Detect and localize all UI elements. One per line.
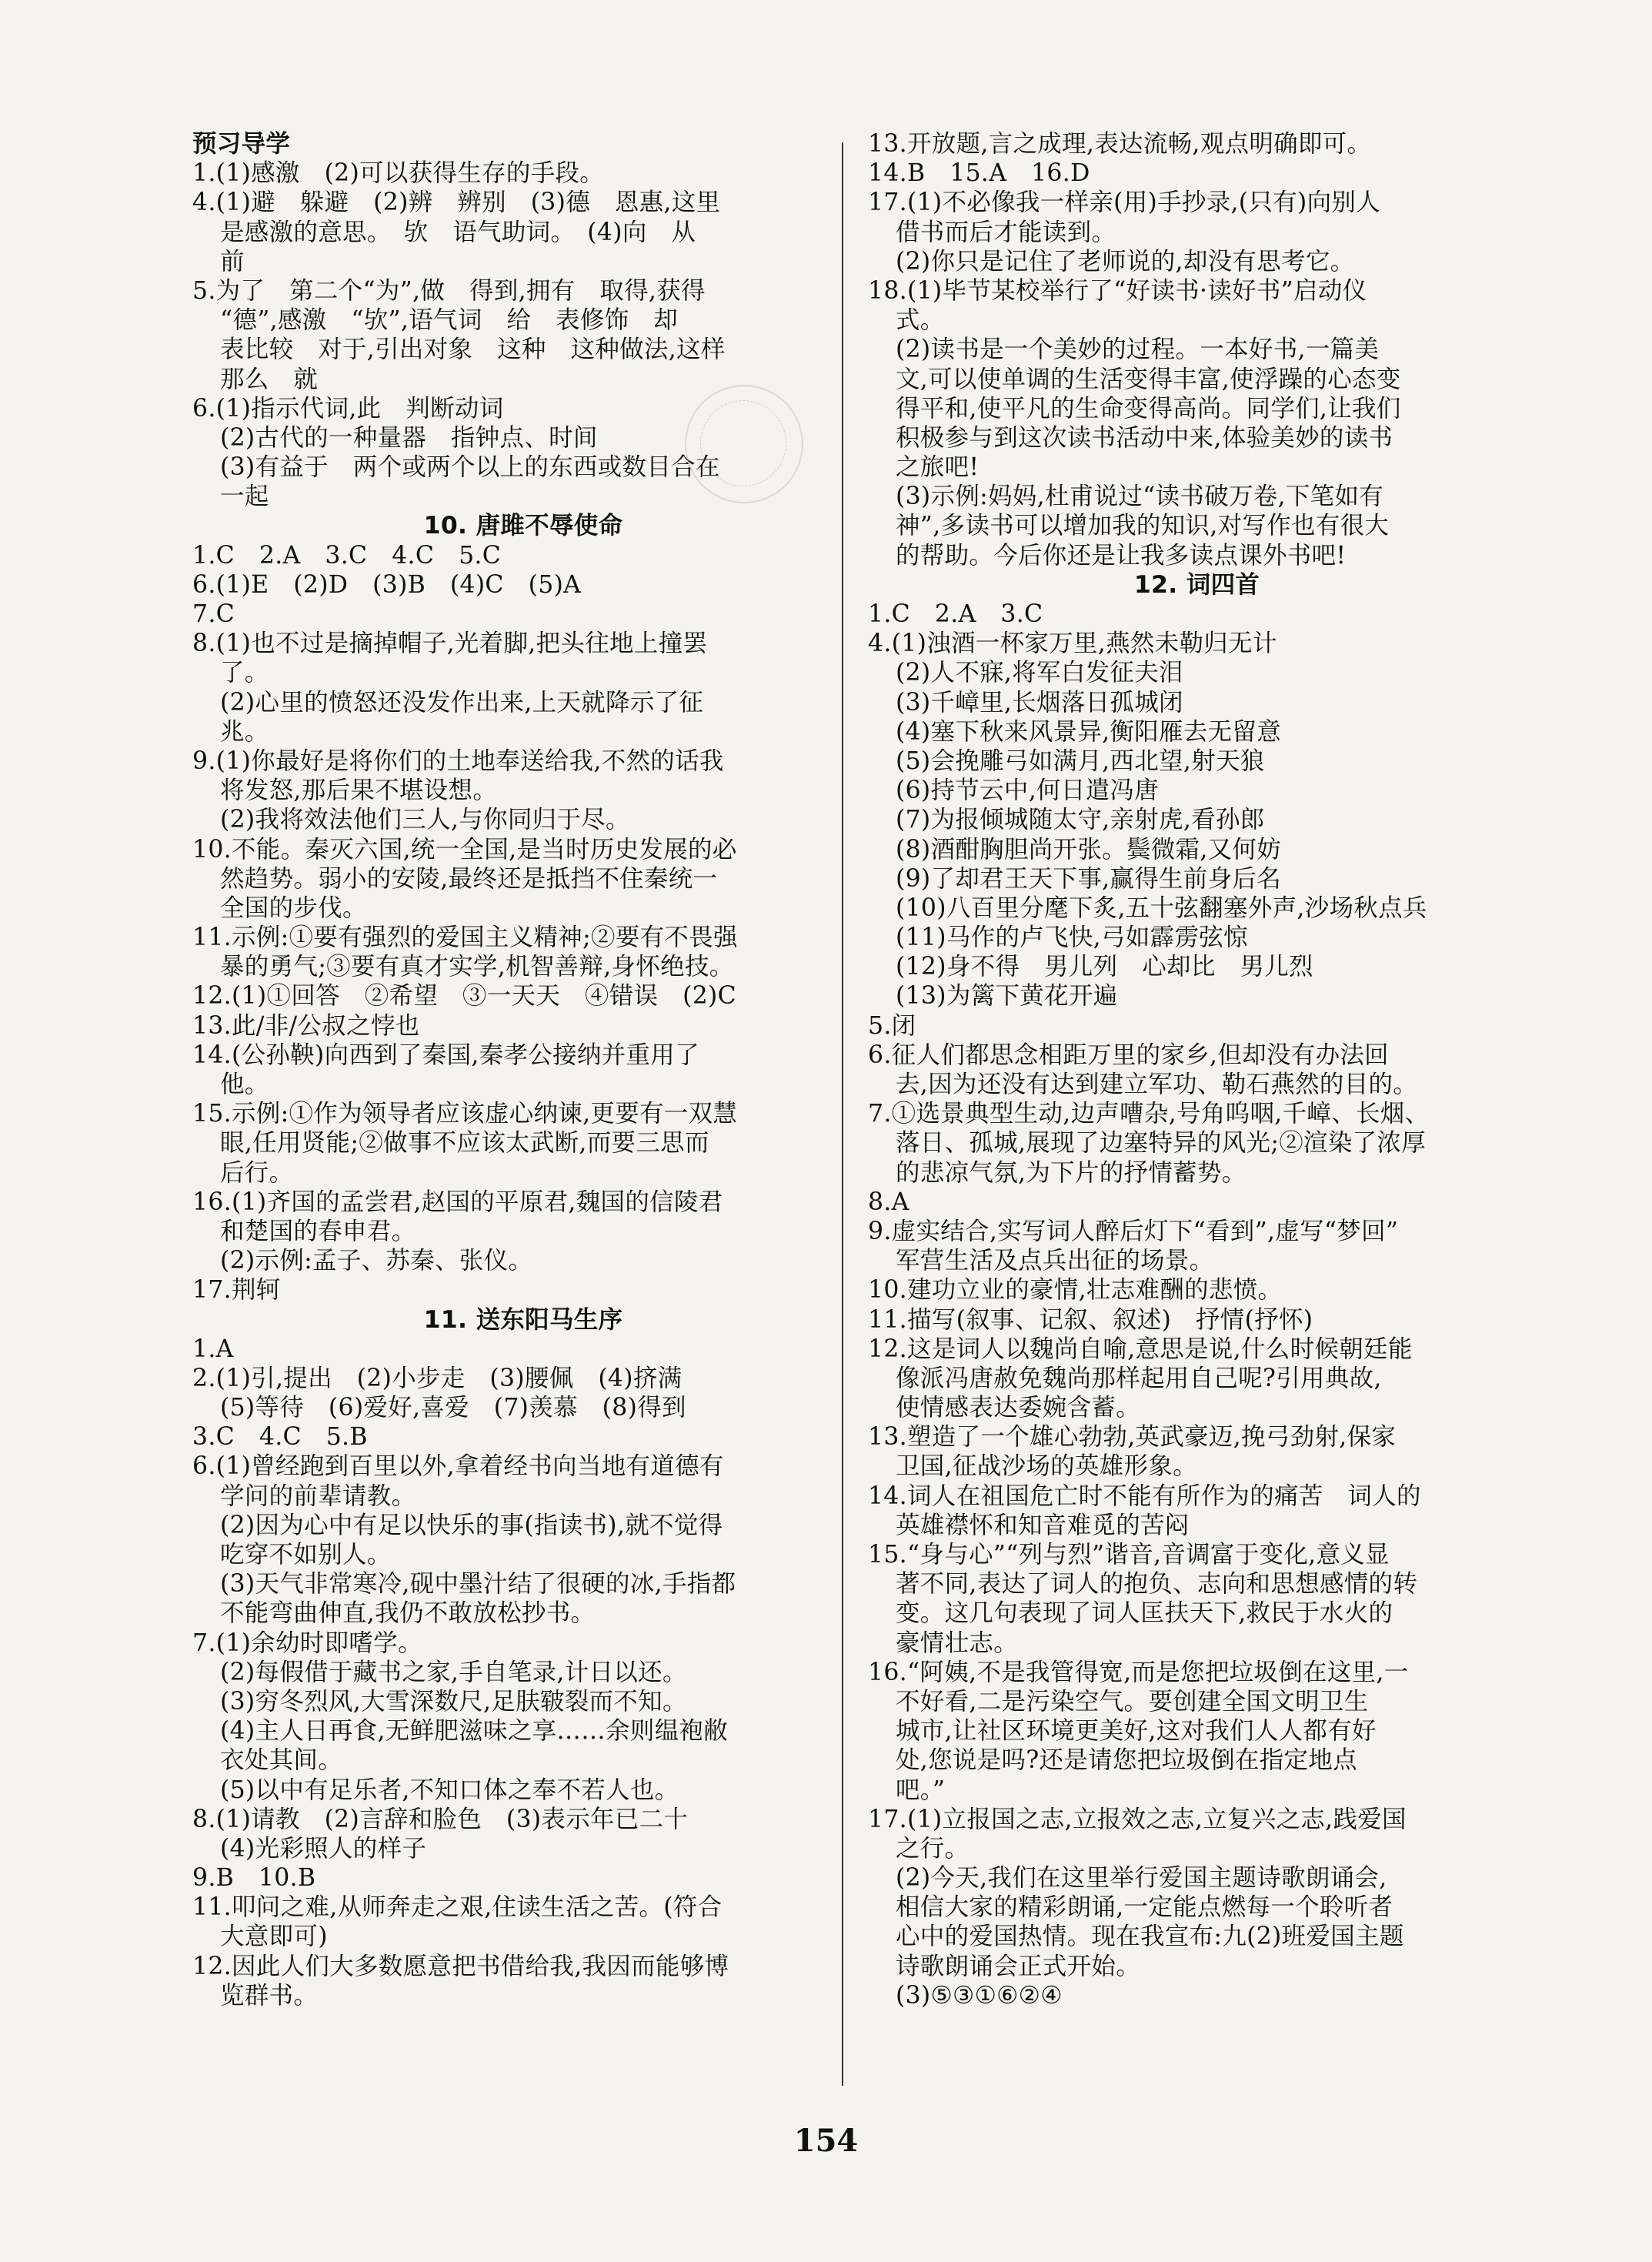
answer-line: 9.(1)你最好是将你们的土地奉送给我,不然的话我 bbox=[192, 747, 724, 775]
answer-line: 3.C 4.C 5.B bbox=[192, 1423, 368, 1452]
answer-line: 表比较 对于,引出对象 这种 这种做法,这样 bbox=[220, 336, 726, 364]
answer-line: 暴的勇气;③要有真才实学,机智善辩,身怀绝技。 bbox=[220, 953, 734, 981]
answer-line: 13.塑造了一个雄心勃勃,英武豪迈,挽弓劲射,保家 bbox=[868, 1423, 1397, 1452]
answer-line: 衣处其间。 bbox=[220, 1746, 343, 1775]
answer-line: (6)持节云中,何日遣冯唐 bbox=[896, 777, 1160, 805]
answer-line: 然趋势。弱小的安陵,最终还是抵挡不住秦统一 bbox=[220, 864, 718, 893]
answer-line: 得平和,使平凡的生命变得高尚。同学们,让我们 bbox=[896, 394, 1401, 423]
answer-line: 18.(1)毕节某校举行了“好读书·读好书”启动仪 bbox=[868, 276, 1367, 305]
answer-line: 将发怒,那后果不堪设想。 bbox=[220, 777, 498, 805]
answer-line: (4)主人日再食,无鲜肥滋味之享……余则缊袍敝 bbox=[220, 1717, 729, 1746]
answer-line: 9.B 10.B bbox=[192, 1864, 316, 1893]
answer-line: 那么 就 bbox=[220, 365, 319, 393]
answer-line: (2)因为心中有足以快乐的事(指读书),就不觉得 bbox=[220, 1511, 723, 1539]
answer-line: (9)了却君王天下事,赢得生前身后名 bbox=[896, 864, 1282, 893]
answer-line: 神”,多读书可以增加我的知识,对写作也有很大 bbox=[896, 512, 1390, 540]
answer-line: 5.为了 第二个“为”,做 得到,拥有 取得,获得 bbox=[192, 276, 706, 305]
answer-line: 11.示例:①要有强烈的爱国主义精神;②要有不畏强 bbox=[192, 924, 738, 952]
answer-line: 9.虚实结合,实写词人醉后灯下“看到”,虚写“梦回” bbox=[868, 1217, 1399, 1245]
answer-line: 文,可以使单调的生活变得丰富,使浮躁的心态变 bbox=[896, 365, 1401, 393]
answer-line: 10.建功立业的豪情,壮志难酬的悲愤。 bbox=[868, 1276, 1283, 1305]
answer-line: (12)身不得 男儿列 心却比 男儿烈 bbox=[896, 953, 1313, 981]
answer-line: 大意即可) bbox=[220, 1923, 328, 1951]
answer-line: 和楚国的春申君。 bbox=[220, 1217, 416, 1245]
answer-line: (7)为报倾城随太守,亲射虎,看孙郎 bbox=[896, 806, 1265, 834]
answer-line: 后行。 bbox=[220, 1158, 294, 1187]
answer-line: 6.(1)E (2)D (3)B (4)C (5)A bbox=[192, 570, 582, 599]
answer-line: 6.(1)指示代词,此 判断动词 bbox=[192, 394, 504, 423]
answer-line: 去,因为还没有达到建立军功、勒石燕然的目的。 bbox=[896, 1071, 1418, 1098]
answer-line: 1.C 2.A 3.C 4.C 5.C bbox=[192, 541, 502, 570]
answer-line: 14.(公孙鞅)向西到了秦国,秦孝公接纳并重用了 bbox=[192, 1041, 699, 1069]
answer-line: 14.B 15.A 16.D bbox=[868, 159, 1090, 188]
answer-line: 之旅吧! bbox=[896, 453, 980, 482]
answer-line: 14.词人在祖国危亡时不能有所作为的痛苦 词人的 bbox=[868, 1482, 1421, 1510]
answer-line: (13)为篱下黄花开遍 bbox=[896, 982, 1118, 1011]
answer-line: 学问的前辈请教。 bbox=[220, 1482, 416, 1510]
answer-line: 8.(1)请教 (2)言辞和脸色 (3)表示年已二十 bbox=[192, 1805, 689, 1833]
answer-line: 全国的步伐。 bbox=[220, 894, 367, 922]
answer-line: 5.闭 bbox=[868, 1011, 916, 1040]
answer-line: (2)你只是记住了老师说的,却没有思考它。 bbox=[896, 247, 1355, 276]
section-heading: 11. 送东阳马生序 bbox=[423, 1305, 623, 1334]
answer-line: 11.叩问之难,从师奔走之艰,住读生活之苦。(符合 bbox=[192, 1893, 723, 1922]
answer-line: 2.(1)引,提出 (2)小步走 (3)腰佩 (4)挤满 bbox=[192, 1364, 682, 1392]
section-heading: 10. 唐雎不辱使命 bbox=[423, 512, 623, 540]
answer-line: 1.C 2.A 3.C bbox=[868, 600, 1043, 628]
answer-line: 一起 bbox=[220, 483, 269, 511]
answer-line: 式。 bbox=[896, 306, 945, 335]
answer-line: 英雄襟怀和知音难觅的苦闷 bbox=[896, 1511, 1190, 1539]
answer-line: 相信大家的精彩朗诵,一定能点燃每一个聆听者 bbox=[896, 1893, 1393, 1922]
answer-line: 的悲凉气氛,为下片的抒情蓄势。 bbox=[896, 1158, 1247, 1187]
answer-line: 变。这几句表现了词人匡扶天下,救民于水火的 bbox=[896, 1599, 1393, 1628]
answer-line: (2)每假借于藏书之家,手自笔录,计日以还。 bbox=[220, 1658, 687, 1686]
section-heading: 预习导学 bbox=[192, 130, 291, 158]
answer-line: 吧。” bbox=[896, 1776, 946, 1804]
answer-line: 借书而后才能读到。 bbox=[896, 218, 1116, 246]
answer-line: “德”,感激 “欤”,语气词 给 表修饰 却 bbox=[220, 306, 679, 335]
answer-line: 16.(1)齐国的孟尝君,赵国的平原君,魏国的信陵君 bbox=[192, 1188, 723, 1216]
answer-line: (2)我将效法他们三人,与你同归于尽。 bbox=[220, 806, 630, 834]
right-column bbox=[868, 129, 1526, 2010]
answer-line: (3)穷冬烈风,大雪深数尺,足肤皲裂而不知。 bbox=[220, 1687, 687, 1716]
answer-line: 诗歌朗诵会正式开始。 bbox=[896, 1952, 1141, 1980]
answer-line: 11.描写(叙事、记叙、叙述) 抒情(抒怀) bbox=[868, 1305, 1313, 1334]
answer-line: (10)八百里分麾下炙,五十弦翻塞外声,沙场秋点兵 bbox=[896, 894, 1427, 922]
answer-line: (3)有益于 两个或两个以上的东西或数目合在 bbox=[220, 453, 720, 482]
answer-line: 处,您说是吗?还是请您把垃圾倒在指定地点 bbox=[896, 1746, 1357, 1775]
answer-line: 16.“阿姨,不是我管得宽,而是您把垃圾倒在这里,一 bbox=[868, 1658, 1409, 1686]
answer-line: 是感激的意思。 欤 语气助词。 (4)向 从 bbox=[220, 218, 696, 246]
answer-line: 7.C bbox=[192, 600, 235, 628]
answer-line: (2)古代的一种量器 指钟点、时间 bbox=[220, 423, 598, 452]
faded-stamp bbox=[685, 385, 803, 503]
answer-line: 15.示例:①作为领导者应该虚心纳谏,更要有一双慧 bbox=[192, 1100, 738, 1128]
answer-line: 12.这是词人以魏尚自喻,意思是说,什么时候朝廷能 bbox=[868, 1335, 1413, 1363]
answer-line: (3)天气非常寒冷,砚中墨汁结了很硬的冰,手指都 bbox=[220, 1570, 736, 1599]
page-number: 154 bbox=[793, 2123, 859, 2159]
answer-line: 吃穿不如别人。 bbox=[220, 1541, 392, 1569]
answer-line: 之行。 bbox=[896, 1834, 970, 1863]
answer-line: 眼,任用贤能;②做事不应该太武断,而要三思而 bbox=[220, 1129, 709, 1158]
answer-line: 6.(1)曾经跑到百里以外,拿着经书向当地有道德有 bbox=[192, 1452, 724, 1481]
answer-line: 13.开放题,言之成理,表达流畅,观点明确即可。 bbox=[868, 130, 1372, 158]
answer-line: 不能弯曲伸直,我仍不敢放松抄书。 bbox=[220, 1599, 596, 1628]
answer-line: 使情感表达委婉含蓄。 bbox=[896, 1394, 1141, 1422]
answer-line: 积极参与到这次读书活动中来,体验美妙的读书 bbox=[896, 423, 1393, 452]
column-divider bbox=[842, 142, 843, 2086]
answer-line: 览群书。 bbox=[220, 1981, 319, 2010]
answer-line: (3)⑤③①⑥②④ bbox=[896, 1981, 1063, 2010]
answer-line: 像派冯唐赦免魏尚那样起用自己呢?引用典故, bbox=[896, 1364, 1382, 1392]
answer-line: 10.不能。秦灭六国,统一全国,是当时历史发展的必 bbox=[192, 835, 737, 864]
answer-line: 前 bbox=[220, 247, 245, 276]
answer-line: 17.荆轲 bbox=[192, 1276, 281, 1305]
answer-line: (2)今天,我们在这里举行爱国主题诗歌朗诵会, bbox=[896, 1864, 1387, 1893]
answer-line: (2)示例:孟子、苏秦、张仪。 bbox=[220, 1247, 533, 1275]
answer-line: 落日、孤城,展现了边塞特异的风光;②渲染了浓厚 bbox=[896, 1129, 1427, 1158]
answer-line: 15.“身与心”“列与烈”谐音,音调富于变化,意义显 bbox=[868, 1541, 1390, 1569]
answer-line: 12.因此人们大多数愿意把书借给我,我因而能够博 bbox=[192, 1952, 729, 1980]
answer-line: (3)示例:妈妈,杜甫说过“读书破万卷,下笔如有 bbox=[896, 483, 1384, 511]
answer-line: 7.(1)余幼时即嗜学。 bbox=[192, 1629, 422, 1657]
answer-line: 6.征人们都思念相距万里的家乡,但却没有办法回 bbox=[868, 1041, 1389, 1069]
answer-line: 17.(1)立报国之志,立报效之志,立复兴之志,践爱国 bbox=[868, 1805, 1407, 1833]
answer-line: (11)马作的卢飞快,弓如霹雳弦惊 bbox=[896, 924, 1248, 952]
answer-line: 7.①选景典型生动,边声嘈杂,号角呜咽,千嶂、长烟、 bbox=[868, 1100, 1430, 1128]
answer-line: (5)会挽雕弓如满月,西北望,射天狼 bbox=[896, 747, 1265, 775]
answer-line: 心中的爱国热情。现在我宣布:九(2)班爱国主题 bbox=[896, 1923, 1404, 1951]
answer-line: (2)心里的愤怒还没发作出来,上天就降示了征 bbox=[220, 688, 704, 717]
section-heading: 12. 词四首 bbox=[1133, 570, 1260, 599]
answer-line: 12.(1)①回答 ②希望 ③一天天 ④错误 (2)C bbox=[192, 982, 737, 1011]
answer-line: 13.此/非/公叔之悖也 bbox=[192, 1011, 420, 1040]
answer-line: (4)塞下秋来风景异,衡阳雁去无留意 bbox=[896, 717, 1282, 746]
answer-line: 城市,让社区环境更美好,这对我们人人都有好 bbox=[896, 1717, 1377, 1746]
answer-line: (5)以中有足乐者,不知口体之奉不若人也。 bbox=[220, 1776, 679, 1804]
answer-line: 的帮助。今后你还是让我多读点课外书吧! bbox=[896, 541, 1347, 570]
answer-line: 1.A bbox=[192, 1335, 234, 1363]
answer-line: (3)千嶂里,长烟落日孤城闭 bbox=[896, 688, 1183, 717]
answer-line: 著不同,表达了词人的抱负、志向和思想感情的转 bbox=[896, 1570, 1418, 1599]
answer-line: 1.(1)感激 (2)可以获得生存的手段。 bbox=[192, 159, 605, 188]
answer-line: 17.(1)不必像我一样亲(用)手抄录,(只有)向别人 bbox=[868, 189, 1380, 217]
answer-line: 8.(1)也不过是摘掉帽子,光着脚,把头往地上撞罢 bbox=[192, 630, 708, 658]
answer-line: 了。 bbox=[220, 659, 269, 687]
answer-line: 4.(1)避 躲避 (2)辨 辨别 (3)德 恩惠,这里 bbox=[192, 189, 721, 217]
answer-line: 豪情壮志。 bbox=[896, 1629, 1019, 1657]
answer-line: 不好看,二是污染空气。要创建全国文明卫生 bbox=[896, 1687, 1369, 1716]
answer-line: (4)光彩照人的样子 bbox=[220, 1834, 427, 1863]
answer-line: 兆。 bbox=[220, 717, 269, 746]
answer-line: 4.(1)浊酒一杯家万里,燕然未勒归无计 bbox=[868, 630, 1277, 658]
answer-line: (2)读书是一个美妙的过程。一本好书,一篇美 bbox=[896, 336, 1380, 364]
answer-line: (2)人不寐,将军白发征夫泪 bbox=[896, 659, 1183, 687]
answer-line: 8.A bbox=[868, 1188, 909, 1216]
answer-line: 卫国,征战沙场的英雄形象。 bbox=[896, 1452, 1197, 1481]
answer-line: (5)等待 (6)爱好,喜爱 (7)羡慕 (8)得到 bbox=[220, 1394, 686, 1422]
answer-line: 他。 bbox=[220, 1071, 269, 1098]
answer-line: 军营生活及点兵出征的场景。 bbox=[896, 1247, 1214, 1275]
answer-line: (8)酒酣胸胆尚开张。鬓微霜,又何妨 bbox=[896, 835, 1282, 864]
